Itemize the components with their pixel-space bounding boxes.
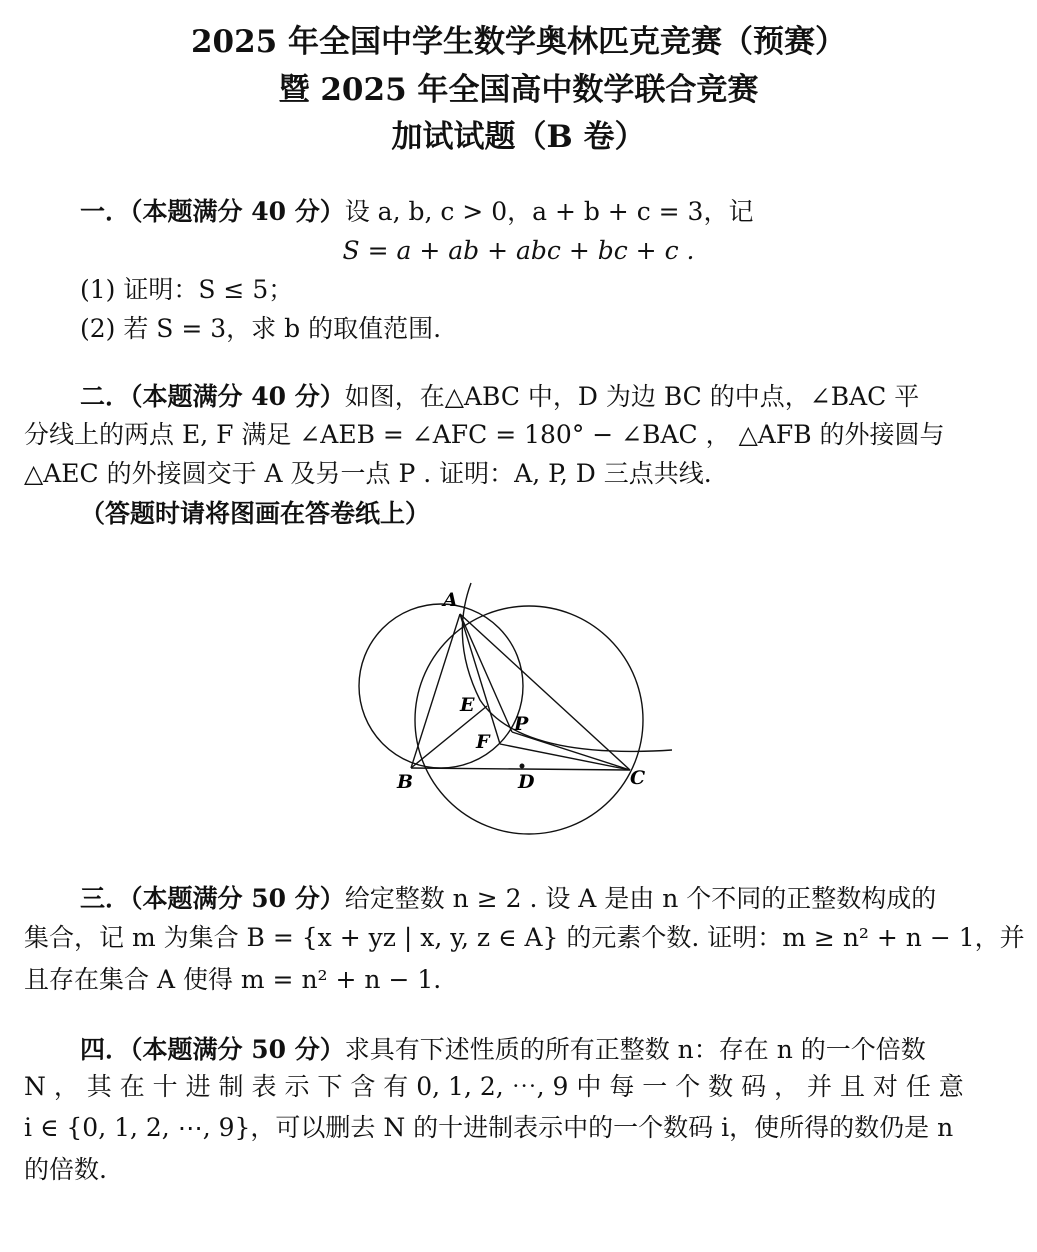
problem-4-number: 四．	[80, 1035, 131, 1064]
problem-2-line-1	[80, 379, 1014, 415]
problem-3-line-2: 集合，记 m 为集合 B = {x + yz | x, y, z ∈ A} 的元素个数. 证明：m ≥ n² + n − 1，并	[24, 923, 1025, 952]
problem-3-line-3: 且存在集合 A 使得 m = n² + n − 1.	[24, 965, 442, 994]
problem-2-score: （本题满分 40 分）	[130, 382, 345, 411]
problem-1-number: 一．	[80, 197, 131, 226]
label-f: F	[476, 731, 490, 753]
segment-bc	[411, 768, 630, 770]
label-e: E	[460, 694, 475, 716]
problem-1-part-1: (1) 证明：S ≤ 5；	[80, 275, 294, 304]
label-c: C	[630, 767, 646, 789]
problem-4-line-4: 的倍数.	[24, 1155, 107, 1184]
geometry-figure	[350, 580, 690, 880]
problem-1-score: （本题满分 40 分）	[130, 197, 345, 226]
label-p: P	[514, 713, 529, 735]
problem-2-note: （答题时请将图画在答卷纸上）	[80, 499, 431, 528]
problem-2-line-2: 分线上的两点 E, F 满足 ∠AEB = ∠AFC = 180° − ∠BAC ， △AFB 的外接圆与	[24, 420, 945, 449]
problem-3-number: 三．	[80, 884, 131, 913]
problem-3-text-1: 给定整数 n ≥ 2 . 设 A 是由 n 个不同的正整数构成的	[344, 884, 937, 913]
circumcircle-aec	[415, 606, 646, 834]
problem-1-text: 设 a, b, c > 0，a + b + c = 3，记	[344, 197, 754, 226]
label-b: B	[397, 771, 414, 793]
problem-1-equation: S = a + ab + abc + bc + c .	[342, 236, 695, 265]
problem-2-line-3: △AEC 的外接圆交于 A 及另一点 P . 证明：A, P, D 三点共线.	[24, 459, 712, 488]
problem-4-text-1: 求具有下述性质的所有正整数 n：存在 n 的一个倍数	[344, 1035, 926, 1064]
problem-4-line-1	[80, 1032, 1014, 1068]
problem-4-line-2: N ， 其 在 十 进 制 表 示 下 含 有 0, 1, 2, ⋯, 9 中 每 一 个 数 码 ， 并 且 对 任 意	[24, 1072, 964, 1101]
problem-1-part-2: (2) 若 S = 3，求 b 的取值范围.	[80, 314, 442, 343]
header-title-line-1: 2025 年全国中学生数学奥林匹克竞赛（预赛）	[190, 24, 847, 60]
problem-2-number: 二．	[80, 382, 131, 411]
label-d: D	[518, 771, 535, 793]
header-title-line-2: 暨 2025 年全国高中数学联合竞赛	[278, 72, 759, 108]
problem-4-line-3: i ∈ {0, 1, 2, ⋯, 9}，可以删去 N 的十进制表示中的一个数码 i，使所得的数仍是 n	[24, 1113, 954, 1142]
problem-4-score: （本题满分 50 分）	[130, 1035, 345, 1064]
problem-2-text-1: 如图，在△ABC 中，D 为边 BC 的中点，∠BAC 平	[344, 382, 920, 411]
label-a: A	[443, 589, 458, 611]
segment-af	[460, 614, 500, 744]
point-d-dot	[520, 764, 525, 769]
problem-1-intro	[80, 194, 1037, 230]
problem-3-line-1	[80, 881, 1014, 917]
header-title-line-3: 加试试题（B 卷）	[391, 119, 646, 155]
problem-3-score: （本题满分 50 分）	[130, 884, 345, 913]
segment-fc	[500, 744, 630, 770]
